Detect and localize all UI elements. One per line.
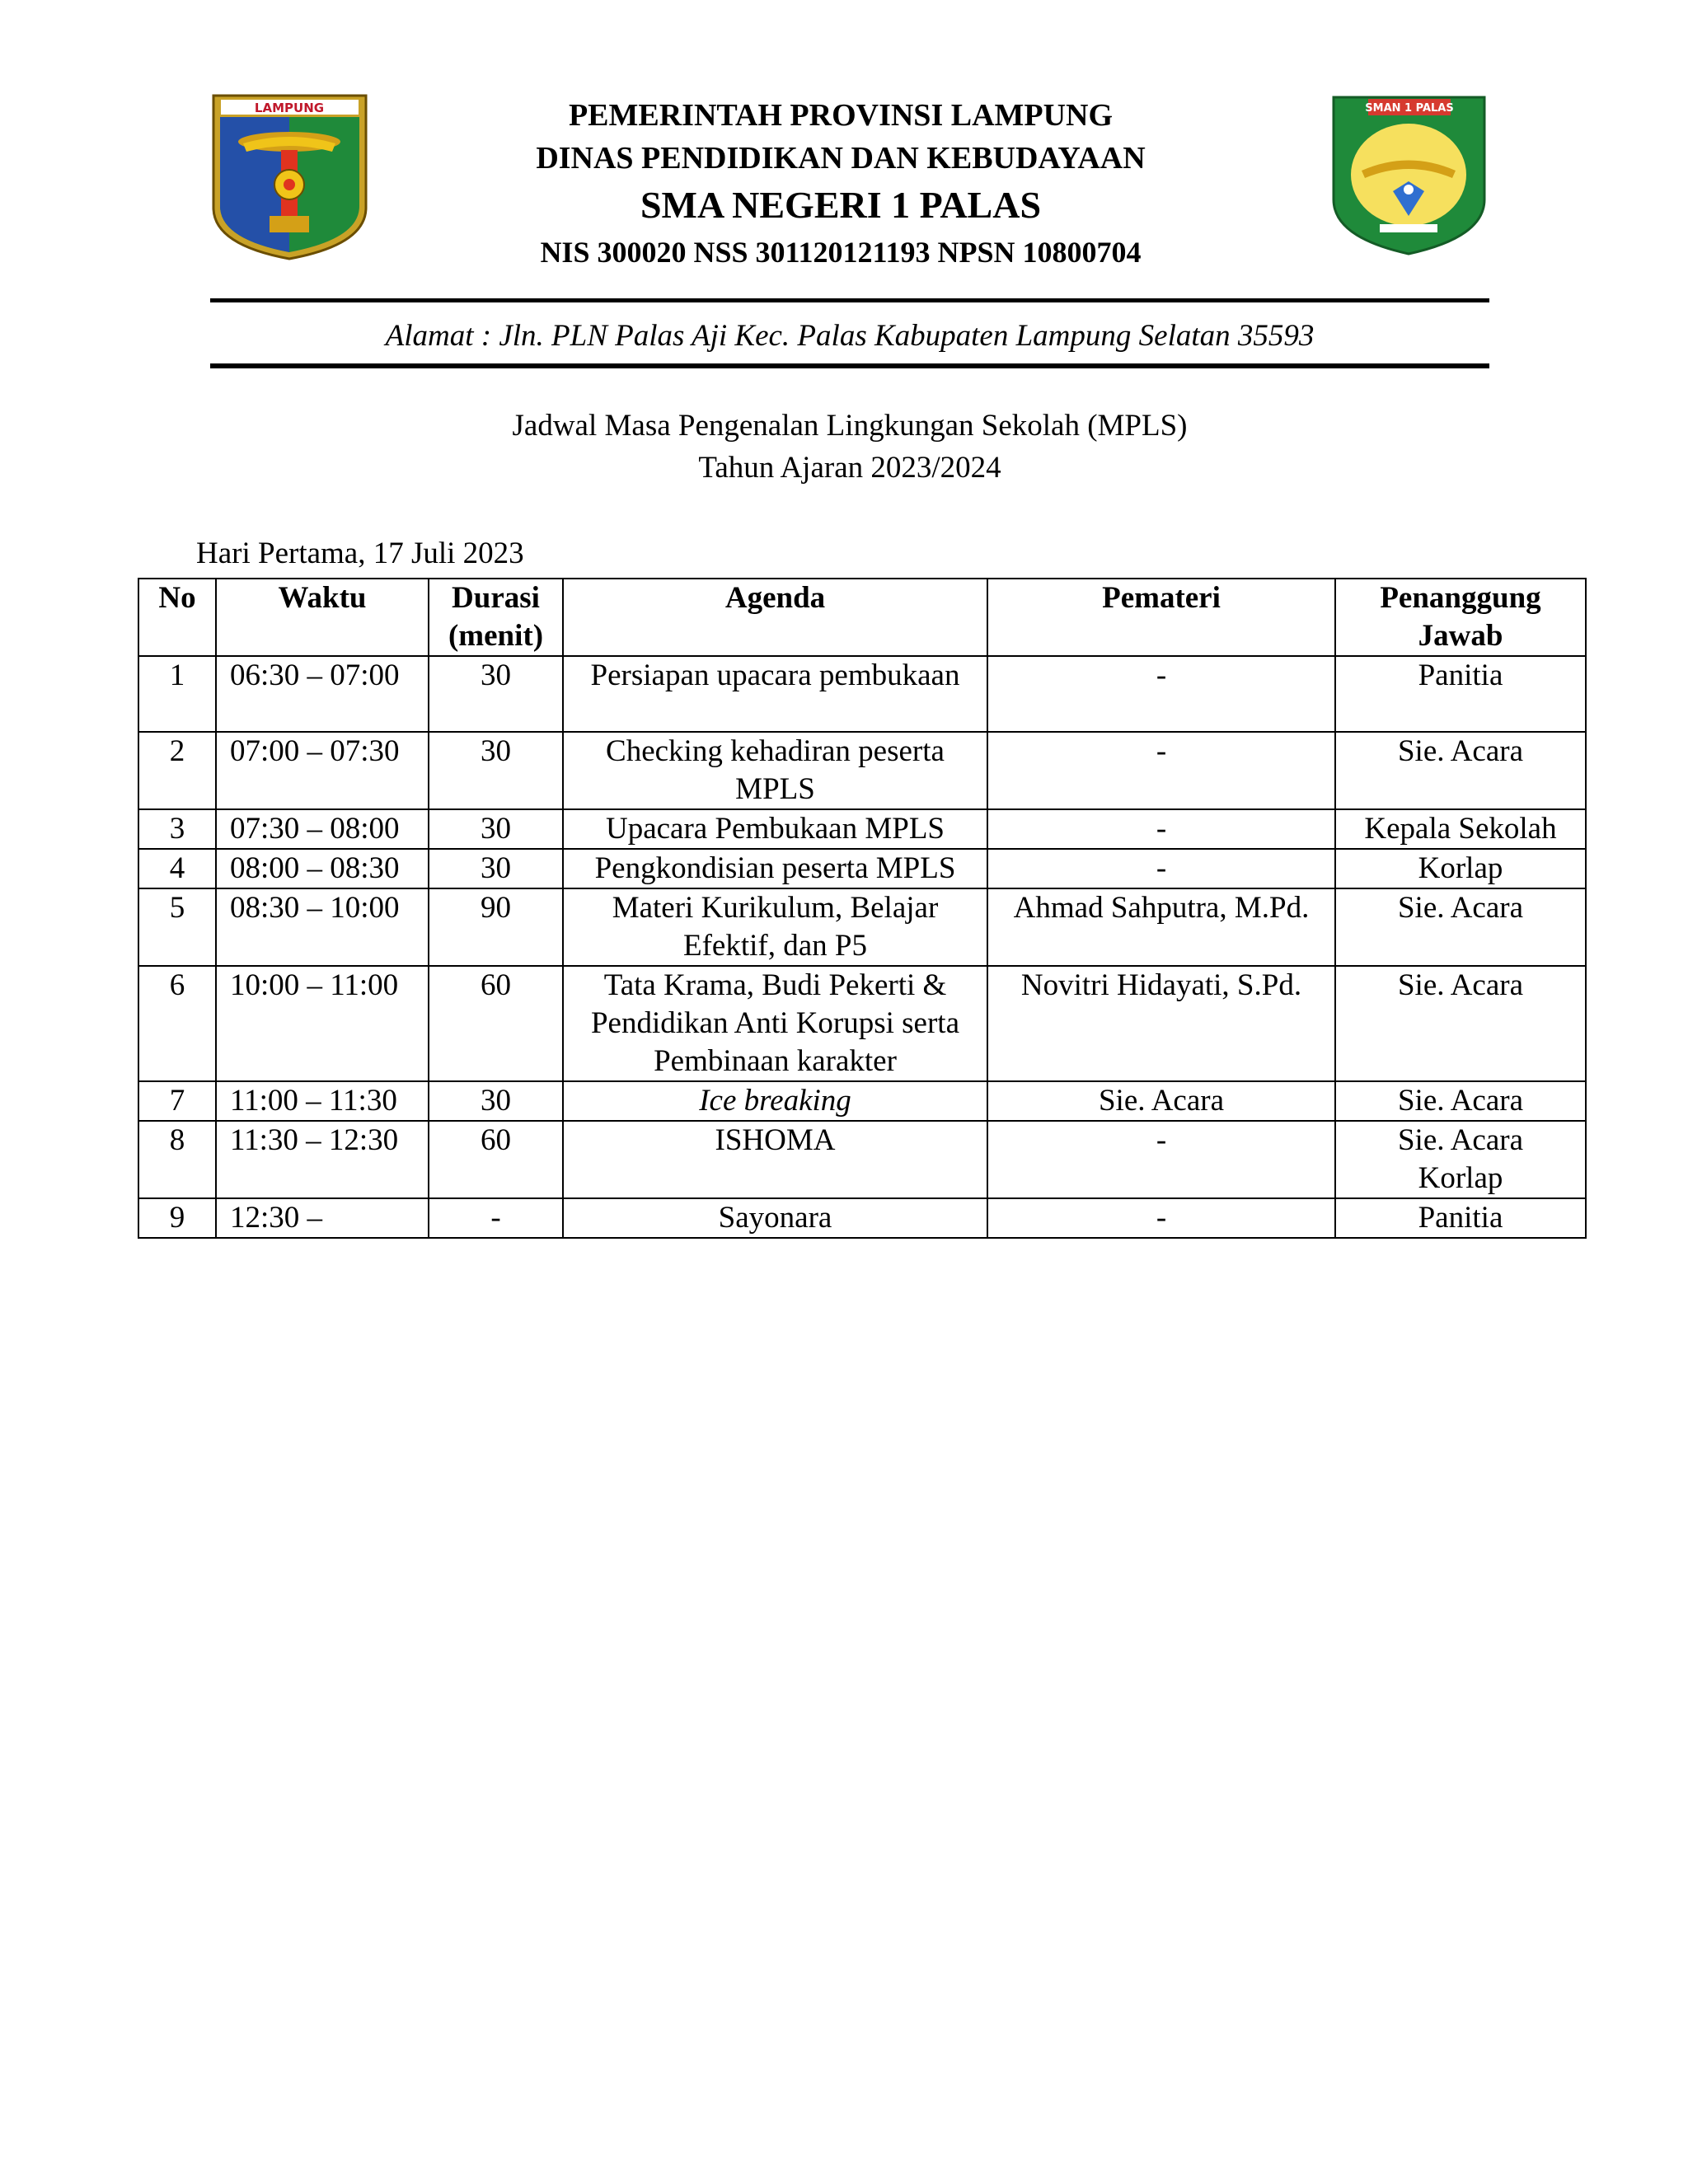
cell-waktu: 07:30 – 08:00 <box>216 809 429 849</box>
cell-waktu: 10:00 – 11:00 <box>216 966 429 1081</box>
header-waktu: Waktu <box>216 579 429 656</box>
document-title: Jadwal Masa Pengenalan Lingkungan Sekolah (MPLS) <box>512 409 1188 443</box>
cell-pemateri: Ahmad Sahputra, M.Pd. <box>987 888 1335 966</box>
header-pemateri: Pemateri <box>987 579 1335 656</box>
cell-no: 5 <box>138 888 216 966</box>
cell-durasi: 30 <box>429 656 563 732</box>
cell-durasi: 90 <box>429 888 563 966</box>
header-school-name: SMA NEGERI 1 PALAS <box>640 184 1042 226</box>
cell-pemateri: - <box>987 1198 1335 1238</box>
cell-no: 7 <box>138 1081 216 1121</box>
cell-penanggung-jawab: Sie. Acara <box>1335 732 1586 809</box>
cell-penanggung-jawab: Panitia <box>1335 656 1586 732</box>
table-row <box>138 1081 1586 1121</box>
table-header-row <box>138 579 1586 656</box>
sman-1-palas-logo <box>1329 92 1489 257</box>
schedule-table <box>138 578 1587 1239</box>
cell-no: 8 <box>138 1121 216 1198</box>
header-agenda: Agenda <box>563 579 987 656</box>
cell-waktu: 06:30 – 07:00 <box>216 656 429 732</box>
cell-pemateri: - <box>987 732 1335 809</box>
document-subtitle: Tahun Ajaran 2023/2024 <box>698 451 1001 485</box>
cell-durasi: 60 <box>429 966 563 1081</box>
cell-durasi: 30 <box>429 809 563 849</box>
cell-penanggung-jawab: Sie. Acara Korlap <box>1335 1121 1586 1198</box>
table-row <box>138 849 1586 888</box>
cell-agenda: Sayonara <box>563 1198 987 1238</box>
cell-agenda: Ice breaking <box>563 1081 987 1121</box>
header-durasi: Durasi (menit) <box>429 579 563 656</box>
cell-no: 4 <box>138 849 216 888</box>
cell-pemateri: Sie. Acara <box>987 1081 1335 1121</box>
table-row <box>138 888 1586 966</box>
cell-agenda: Pengkondisian peserta MPLS <box>563 849 987 888</box>
cell-agenda: Upacara Pembukaan MPLS <box>563 809 987 849</box>
header-rule-bottom <box>210 363 1489 368</box>
cell-agenda: Materi Kurikulum, Belajar Efektif, dan P5 <box>563 888 987 966</box>
header-no: No <box>138 579 216 656</box>
header-school-ids: NIS 300020 NSS 301120121193 NPSN 10800704 <box>540 236 1142 269</box>
cell-agenda: Checking kehadiran peserta MPLS <box>563 732 987 809</box>
cell-pemateri: - <box>987 849 1335 888</box>
cell-no: 9 <box>138 1198 216 1238</box>
cell-pemateri: - <box>987 809 1335 849</box>
table-row <box>138 1121 1586 1198</box>
cell-pemateri: - <box>987 656 1335 732</box>
header-penanggung-jawab: Penanggung Jawab <box>1335 579 1586 656</box>
cell-waktu: 11:30 – 12:30 <box>216 1121 429 1198</box>
table-row <box>138 966 1586 1081</box>
cell-durasi: 30 <box>429 849 563 888</box>
cell-penanggung-jawab: Korlap <box>1335 849 1586 888</box>
cell-penanggung-jawab: Kepala Sekolah <box>1335 809 1586 849</box>
header-address: Alamat : Jln. PLN Palas Aji Kec. Palas Kabupaten Lampung Selatan 35593 <box>385 319 1315 353</box>
cell-waktu: 08:30 – 10:00 <box>216 888 429 966</box>
schedule-day: Hari Pertama, 17 Juli 2023 <box>196 537 524 570</box>
cell-no: 2 <box>138 732 216 809</box>
logo-right-text: SMAN 1 PALAS <box>1365 102 1454 115</box>
table-row <box>138 809 1586 849</box>
cell-durasi: - <box>429 1198 563 1238</box>
logo-left-text: LAMPUNG <box>254 101 325 115</box>
cell-penanggung-jawab: Sie. Acara <box>1335 966 1586 1081</box>
cell-penanggung-jawab: Sie. Acara <box>1335 888 1586 966</box>
table-row <box>138 732 1586 809</box>
header-government: PEMERINTAH PROVINSI LAMPUNG <box>568 98 1114 133</box>
cell-no: 1 <box>138 656 216 732</box>
cell-durasi: 30 <box>429 1081 563 1121</box>
cell-agenda: Persiapan upacara pembukaan <box>563 656 987 732</box>
cell-waktu: 11:00 – 11:30 <box>216 1081 429 1121</box>
header-rule-top <box>210 298 1489 302</box>
cell-no: 3 <box>138 809 216 849</box>
cell-penanggung-jawab: Panitia <box>1335 1198 1586 1238</box>
cell-no: 6 <box>138 966 216 1081</box>
table-row <box>138 656 1586 732</box>
cell-durasi: 30 <box>429 732 563 809</box>
cell-durasi: 60 <box>429 1121 563 1198</box>
cell-agenda: Tata Krama, Budi Pekerti & Pendidikan Anti Korupsi serta Pembinaan karakter <box>563 966 987 1081</box>
cell-waktu: 08:00 – 08:30 <box>216 849 429 888</box>
cell-penanggung-jawab: Sie. Acara <box>1335 1081 1586 1121</box>
cell-pemateri: Novitri Hidayati, S.Pd. <box>987 966 1335 1081</box>
cell-waktu: 07:00 – 07:30 <box>216 732 429 809</box>
header-department: DINAS PENDIDIKAN DAN KEBUDAYAAN <box>536 141 1146 176</box>
table-row <box>138 1198 1586 1238</box>
lampung-province-logo <box>210 92 369 261</box>
cell-agenda: ISHOMA <box>563 1121 987 1198</box>
cell-pemateri: - <box>987 1121 1335 1198</box>
cell-waktu: 12:30 – <box>216 1198 429 1238</box>
